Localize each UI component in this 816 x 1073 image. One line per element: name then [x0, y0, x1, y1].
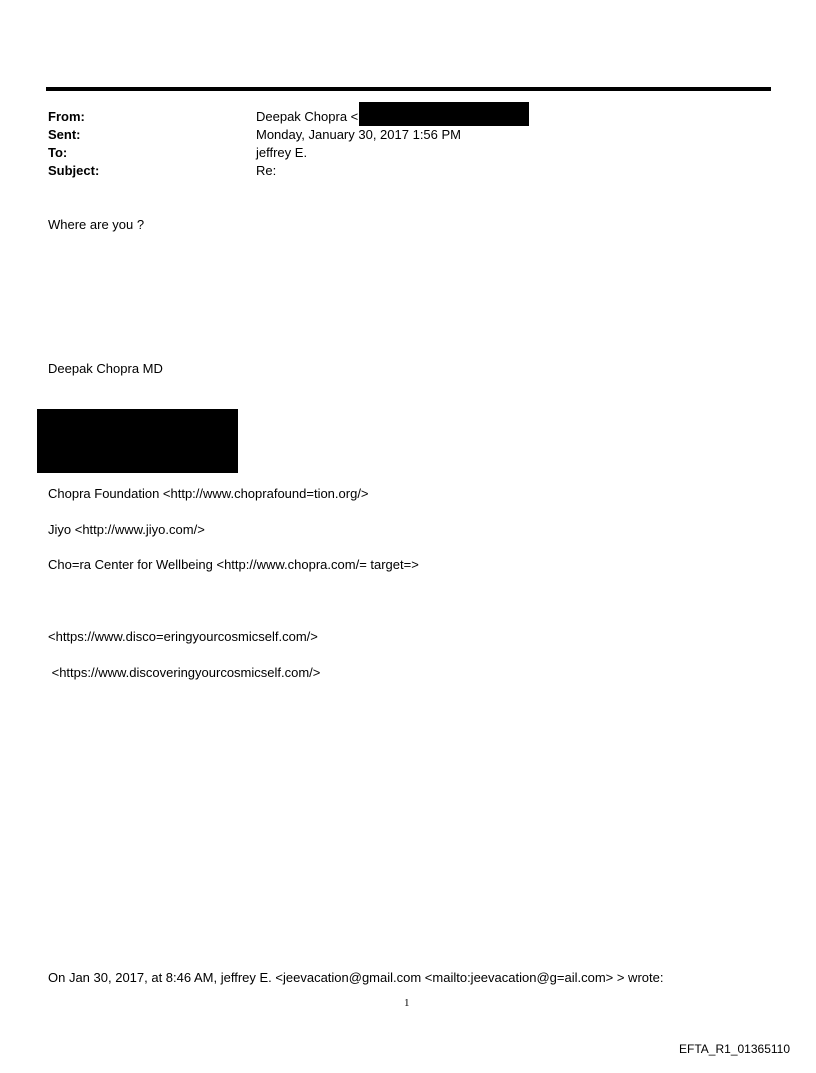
from-value: Deepak Chopra < — [256, 109, 359, 124]
page-number: 1 — [404, 997, 410, 1009]
from-label: From: — [48, 109, 85, 124]
link-chopra-foundation[interactable]: Chopra Foundation <http://www.choprafound=tion.org/> — [48, 486, 369, 501]
redaction-box-signature — [37, 409, 238, 473]
to-value: jeffrey E. — [256, 145, 308, 160]
link-cosmicself-2[interactable]: <https://www.discoveringyourcosmicself.com/> — [48, 665, 321, 680]
sent-label: Sent: — [48, 127, 81, 142]
link-jiyo[interactable]: Jiyo <http://www.jiyo.com/> — [48, 522, 205, 537]
subject-value: Re: — [256, 163, 277, 178]
link-cosmicself-1[interactable]: <https://www.disco=eringyourcosmicself.com/> — [48, 629, 318, 644]
message-text: Where are you ? — [48, 217, 145, 232]
sent-value: Monday, January 30, 2017 1:56 PM — [256, 127, 461, 142]
subject-label: Subject: — [48, 163, 100, 178]
quoted-intro: On Jan 30, 2017, at 8:46 AM, jeffrey E. <jeevacation@gmail.com <mailto:jeevacation@g=ail.com> > wrote: — [48, 970, 664, 985]
redaction-box-email — [359, 102, 529, 126]
to-label: To: — [48, 145, 68, 160]
link-chopra-center[interactable]: Cho=ra Center for Wellbeing <http://www.chopra.com/= target=> — [48, 557, 419, 572]
signature-name: Deepak Chopra MD — [48, 361, 163, 376]
header-rule — [46, 87, 771, 91]
document-id: EFTA_R1_01365110 — [679, 1042, 790, 1056]
